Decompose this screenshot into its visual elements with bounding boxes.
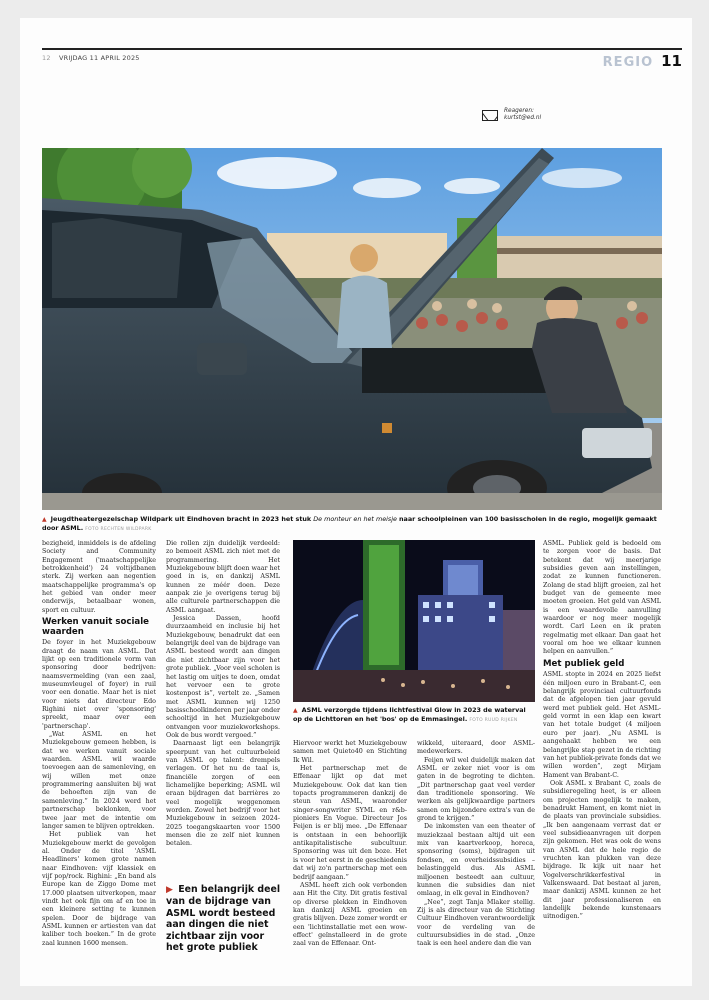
- paragraph: Ook ASML x Brabant C, zoals de subsidieregeling heet, is er alleen om projecten mogelijk te maken, benadrukt Hament, en komt niet in de plaats van provinciale subsidies. „Ik ben aangenaam verrast dat er veel subsidieaanvragen uit dorpen zijn gekomen. Het was ook de wens van ASML dat de hele regio de vruchten kan plukken van deze bijdrage. Ik kijk uit naar het Vogelverschrikkerfestival in Valkenswaard. Dat bestaat al jaren, maar dankzij ASML kunnen ze het dit jaar professionaliseren en landelijk bekende kunstenaars uitnodigen.”: [543, 779, 661, 921]
- paragraph: ASML heeft zich ook verbonden aan Hit the City. Dit gratis festival op diverse plekken in Eindhoven kan dankzij ASML groeien en gratis blijven. Deze zomer wordt er een 'lichtinstallatie met een wow-effect' geïnstalleerd in de grote zaal van de Effenaar. Ont-: [293, 881, 407, 948]
- paragraph: Daarnaast ligt een belangrijk speerpunt van het cultuurbeleid van ASML op talent: drempels verlagen. Of het nu de taal is, financiële zorgen of een lichamelijke beperking; ASML wil eraan bijdragen dat barrières zo veel mogelijk weggenomen worden. Zowel het bedrijf voor het Muziekgebouw in seizoen 2024-2025 toegangskaarten voor 1500 mensen die ze zelf niet kunnen betalen.: [166, 740, 280, 848]
- page-header: [42, 48, 682, 72]
- contact-email[interactable]: kurtst@ed.nl: [504, 115, 542, 121]
- article-column-5: [543, 540, 661, 922]
- glow-photo: [293, 540, 535, 702]
- quote-marker-icon: ▶: [166, 885, 173, 895]
- envelope-icon: [482, 110, 498, 121]
- caption-rest: naar schoolpleinen van 100 basisscholen in de regio, mogelijk gemaakt door ASML.: [42, 515, 657, 532]
- page-number: 11: [661, 52, 682, 70]
- pull-quote: [166, 884, 284, 953]
- article-column-2: [166, 540, 280, 849]
- paragraph: Die rollen zijn duidelijk verdeeld: zo bemoeit ASML zich niet met de programmering. Het Muziekgebouw blijft doen waar het goed in is, en dankzij ASML kunnen ze méér doen. Deze aanpak zie je overigens terug bij alle culturele partnerschappen die ASML aangaat.: [166, 540, 280, 614]
- main-photo-caption: [42, 515, 662, 534]
- paragraph: wikkeld, uiteraard, door ASML-medewerkers.: [417, 740, 535, 756]
- issue-date: VRIJDAG 11 APRIL 2025: [58, 54, 140, 62]
- paragraph: De foyer in het Muziekgebouw draagt de naam van ASML. Dat lijkt op een traditionele vorm van sponsoring door bedrijven: naamsvermelding (van een zaal, museumvleugel of foyer) in ruil voor een donatie. Maar het is niet voor niets dat directeur Edo Righini niet over 'sponsoring' spreekt, maar over een 'partnerschap'.: [42, 639, 156, 730]
- paragraph: De inkomsten van een theater of muziekzaal bestaan altijd uit een mix van kaartverkoop, horeca, sponsoring (soms), bijdragen uit fondsen, en overheidssubsidies – belastinggeld dus. Als ASML miljoenen besteedt aan cultuur, kunnen die subsidies dan niet omlaag, in elk geval in Eindhoven?: [417, 823, 535, 898]
- paragraph: bezigheid, inmiddels is de afdeling Society and Community Engagement ('maatschappelijke betrokkenheid') 24 voltijdbanen sterk. Zij werken aan negentien maatschappelijke programma's op het gebied van onder meer onderwijs, betaalbaar wonen, sport en cultuur.: [42, 540, 156, 614]
- paragraph: „Wat ASML en het Muziekgebouw gemeen hebben, is dat we werken vanuit sociale waarden. ASML wil waarde toevoegen aan de samenleving, en wij willen met onze programmering aansluiten bij wat de behoeften zijn van de samenleving.” In 2024 werd het partnerschap beklonken, voor twee jaar met de intentie om langer samen te blijven optrekken.: [42, 731, 156, 830]
- caption2-text: ASML verzorgde tijdens lichtfestival Glow in 2023 de waterval op de Lichttoren en het 'bos' op de Emmasingel.: [293, 706, 526, 723]
- paragraph: Feijen wil wel duidelijk maken dat ASML er zeker niet voor is om gaten in de begroting te dichten. „Dit partnerschap gaat veel verder dan traditionele sponsoring. We werken als gelijkwaardige partners samen om bijzondere extra's van de grond te krijgen.”: [417, 756, 535, 823]
- paragraph: Het partnerschap met de Effenaar lijkt op dat met Muziekgebouw. Ook dat kan tien topacts programmeren dankzij de steun van ASML, waaronder singer-songwriter SYML en r&b-pioniers En Vogue. Directeur Jos Feijen is er blij mee. „De Effenaar is ontstaan in een behoorlijk antikapitalistische subcultuur. Sponsoring was uit den boze. Het is voor het eerst in de geschiedenis dat wij zo'n partnerschap met een bedrijf aangaan.”: [293, 765, 407, 881]
- subheading: Werken vanuit sociale waarden: [42, 617, 149, 637]
- page-mark: 12: [42, 54, 51, 62]
- paragraph: Hiervoor werkt het Muziekgebouw samen met Quieto40 en Stichting Ik Wil.: [293, 740, 407, 764]
- caption-marker-icon: ▲: [42, 516, 47, 523]
- contact-label: Reageren:: [504, 108, 534, 114]
- paragraph: ASML. Publiek geld is bedoeld om te zorgen voor de basis. Dat betekent dat wij meerjarige subsidies geven aan instellingen, zodat ze kunnen functioneren. Zolang de stad blijft groeien, zal het budget van de gemeente mee moeten groeien. Het geld van ASML is een waardevolle aanvulling waardoor er nog meer mogelijk wordt. Carl Leen en ik praten regelmatig met elkaar. Dan gaat het vooral om hoe we elkaar kunnen helpen en aanvullen.”: [543, 540, 661, 656]
- paragraph: „Nee”, zegt Tanja Mlaker stellig. Zij is als directeur van de Stichting Cultuur Eindhoven verantwoordelijk voor de verdeling van de cultuursubsidies in de stad. „Onze taak is een heel andere dan die van: [417, 898, 535, 948]
- caption-lead: Jeugdtheatergezelschap Wildpark uit Eindhoven bracht in 2023 het stuk: [50, 515, 312, 523]
- contact-block: [482, 108, 541, 122]
- paragraph: ASML stopte in 2024 en 2025 liefst één miljoen euro in Brabant-C, een belangrijk provinciaal cultuurfonds dat de afgelopen tien jaar gevuld werd met publiek geld. Het ASML-geld vormt in een klap een kwart van het totale budget (4 miljoen euro per jaar). „Nu ASML is aangehaakt hebben we een belangrijke stap gezet in de richting van het publiek-private fonds dat we willen worden”, zegt Mirjam Hament van Brabant-C.: [543, 671, 661, 779]
- light-festival-illustration: [293, 540, 535, 702]
- subheading: Met publiek geld: [543, 658, 625, 669]
- caption-title: De monteur en het meisje: [313, 515, 397, 523]
- caption2-credit: FOTO RUUD RIJKEN: [469, 718, 518, 723]
- article-column-1: [42, 540, 156, 948]
- section-label: REGIO: [602, 55, 654, 70]
- caption-marker-icon: ▲: [293, 707, 298, 714]
- caption-credit: FOTO RECHTEN WILDPARK: [85, 527, 152, 532]
- paragraph: Jessica Dassen, hoofd duurzaamheid en inclusie bij het Muziekgebouw, benadrukt dat een belangrijk deel van de bijdrage van ASML besteed wordt aan dingen die niet zichtbaar zijn voor het grote publiek. „Voor veel scholen is het lastig om uitjes te doen, omdat het vervoer een te grote kostenpost is”, vertelt ze. „Samen met ASML kunnen wij 1250 basisschoolkinderen per jaar onder schooltijd in het Muziekgebouw ontvangen voor muziekworkshops. Ook de bus wordt vergoed.”: [166, 615, 280, 739]
- article-column-4: [417, 740, 535, 949]
- paragraph: Het publiek van het Muziekgebouw merkt de gevolgen al. Onder de titel 'ASML Headliners' komen grote namen naar Eindhoven: vijf klassiek en vijf pop/rock. Righini: „En band als Europe kan de Ziggo Dome met 17.000 plaatsen uitverkopen, maar vindt het ook fijn om af en toe in een kleinere setting te kunnen spelen. Door de bijdrage van ASML kunnen er artiesten van dat kaliber toch boeken.” In de grote zaal kunnen 1600 mensen.: [42, 831, 156, 947]
- glow-photo-caption: [293, 706, 535, 725]
- main-photo: [42, 148, 662, 510]
- pull-quote-text: Een belangrijk deel van de bijdrage van ASML wordt besteed aan dingen die niet zichtbaar zijn voor het grote publiek: [166, 884, 281, 954]
- newspaper-page: [20, 18, 692, 986]
- article-column-3: [293, 740, 407, 949]
- car-photo-illustration: [42, 148, 662, 510]
